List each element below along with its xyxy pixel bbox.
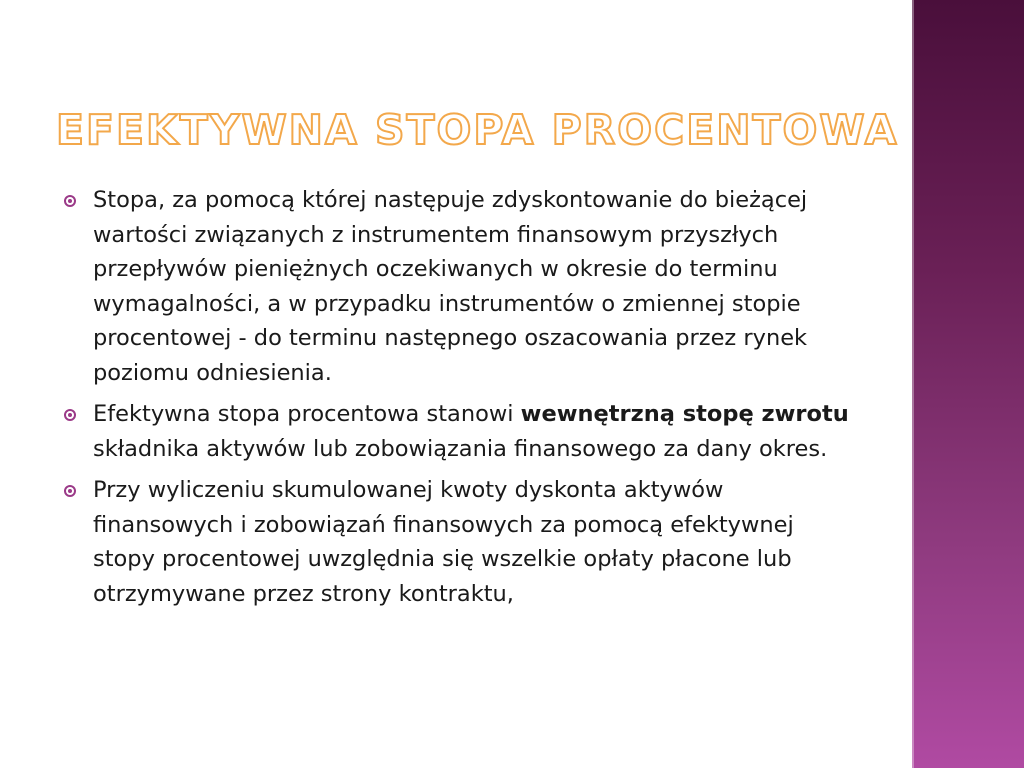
bullet-list bbox=[62, 183, 852, 618]
slide-title: EFEKTYWNA STOPA PROCENTOWA bbox=[56, 106, 899, 154]
decorative-side-band bbox=[912, 0, 1024, 768]
bullet-text-2-before: Efektywna stopa procentowa stanowi bbox=[93, 401, 521, 427]
circle-bullet-icon bbox=[64, 195, 76, 207]
bullet-item-3 bbox=[62, 473, 852, 611]
bullet-item-1 bbox=[62, 183, 852, 390]
bullet-text-2-bold: wewnętrzną stopę zwrotu bbox=[520, 401, 849, 427]
bullet-item-2 bbox=[62, 397, 852, 466]
bullet-text-1: Stopa, za pomocą której następuje zdyskontowanie do bieżącej wartości związanych z instrumentem finansowym przyszłych przepływów pieniężnych oczekiwanych w okresie do terminu wymagalności, a w przypadku instrumentów o zmiennej stopie procentowej - do terminu następnego oszacowania przez rynek poziomu odniesienia. bbox=[93, 187, 808, 386]
circle-bullet-icon bbox=[64, 409, 76, 421]
bullet-text-2-after: składnika aktywów lub zobowiązania finansowego za dany okres. bbox=[93, 435, 828, 462]
bullet-text-3: Przy wyliczeniu skumulowanej kwoty dyskonta aktywów finansowych i zobowiązań finansowych za pomocą efektywnej stopy procentowej uwzględnia się wszelkie opłaty płacone lub otrzymywane przez strony kontraktu, bbox=[93, 477, 794, 607]
circle-bullet-icon bbox=[64, 485, 76, 497]
